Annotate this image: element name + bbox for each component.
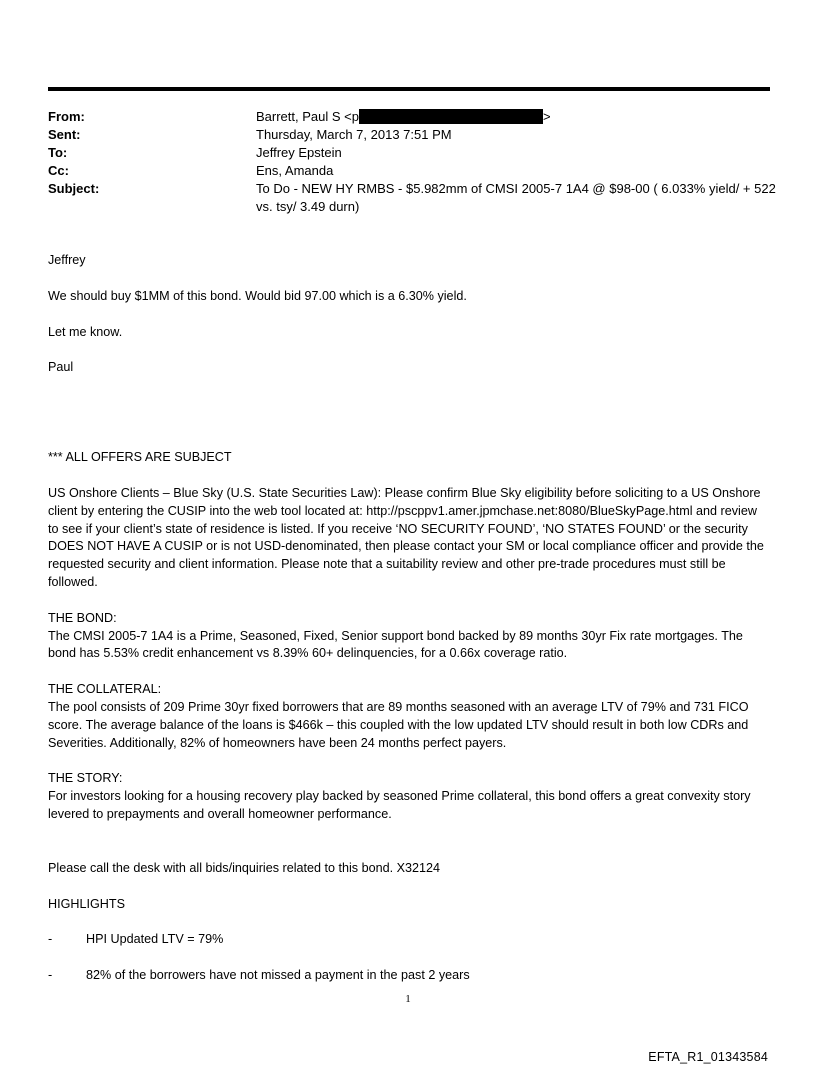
cc-value: Ens, Amanda (256, 163, 334, 178)
to-value: Jeffrey Epstein (256, 145, 342, 160)
header-rule (48, 87, 770, 91)
list-item (48, 967, 770, 985)
collateral-heading: THE COLLATERAL: (48, 682, 162, 697)
sent-value: Thursday, March 7, 2013 7:51 PM (256, 127, 452, 142)
greeting: Jeffrey (48, 253, 86, 267)
story-heading: THE STORY: (48, 771, 123, 786)
highlights-heading: HIGHLIGHTS (48, 896, 125, 911)
from-label: From: (48, 109, 85, 124)
redaction-bar (359, 109, 543, 124)
from-row (48, 108, 778, 126)
story-paragraph: For investors looking for a housing recovery play backed by seasoned Prime collateral, this bond offers a great convexity story levered to prepayments and overall homeowner performance. (48, 789, 751, 821)
from-name: Barrett, Paul S <p (256, 109, 359, 124)
from-value (256, 108, 778, 126)
bullet-dash: - (48, 932, 53, 947)
bond-paragraph: The CMSI 2005-7 1A4 is a Prime, Seasoned, Fixed, Senior support bond backed by 89 months 30yr Fix rate mortgages. The bond has 5.53% credit enhancement vs 8.39% 60+ delinquencies, for a 0.66x coverage ratio. (48, 628, 743, 661)
subject-value: To Do - NEW HY RMBS - $5.982mm of CMSI 2005-7 1A4 @ $98-00 ( 6.033% yield/ + 522 vs. tsy/ 3.49 durn) (256, 181, 776, 214)
email-header (48, 108, 778, 216)
to-row (48, 144, 778, 162)
sent-row (48, 126, 778, 144)
email-body (48, 252, 770, 1003)
call-desk-line: Please call the desk with all bids/inquiries related to this bond. X32124 (48, 860, 441, 875)
bullet-text: HPI Updated LTV = 79% (86, 932, 224, 947)
from-close: > (542, 109, 551, 124)
bluesky-paragraph: US Onshore Clients – Blue Sky (U.S. State Securities Law): Please confirm Blue Sky eligibility before soliciting to a US Onshore client by entering the CUSIP into the web tool located at: http://pscppv1.amer.jpmchase.net:8080/BlueSkyPage.html and review to see if your client’s state of residence is listed. If you receive ‘NO SECURITY FOUND’, ‘NO STATES FOUND’ or the security DOES NOT HAVE A CUSIP or is not USD-denominated, then please contact your SM or local compliance officer and provide the requested security and client information. Please note that a suitability review and other pre-trade procedures must still be followed. (48, 485, 764, 589)
document-id: EFTA_R1_01343584 (648, 1050, 768, 1064)
page-number: 1 (405, 993, 411, 1005)
signoff: Paul (48, 360, 74, 375)
cc-label: Cc: (48, 163, 69, 178)
body-line-2: Let me know. (48, 324, 123, 339)
subject-label: Subject: (48, 181, 100, 196)
collateral-paragraph: The pool consists of 209 Prime 30yr fixed borrowers that are 89 months seasoned with an average LTV of 79% and 731 FICO score. The average balance of the loans is $466k – this coupled with the low updated LTV should result in both low CDRs and Severities. Additionally, 82% of homeowners have been 24 months perfect payers. (48, 699, 749, 750)
cc-row (48, 162, 778, 180)
sent-label: Sent: (48, 127, 81, 142)
subject-row (48, 180, 778, 216)
bond-heading: THE BOND: (48, 610, 117, 625)
body-line-1: We should buy $1MM of this bond. Would bid 97.00 which is a 6.30% yield. (48, 288, 467, 303)
bullet-text: 82% of the borrowers have not missed a payment in the past 2 years (86, 968, 470, 983)
to-label: To: (48, 145, 68, 160)
offers-notice: *** ALL OFFERS ARE SUBJECT (48, 450, 232, 465)
list-item (48, 931, 770, 949)
bullet-dash: - (48, 968, 53, 983)
